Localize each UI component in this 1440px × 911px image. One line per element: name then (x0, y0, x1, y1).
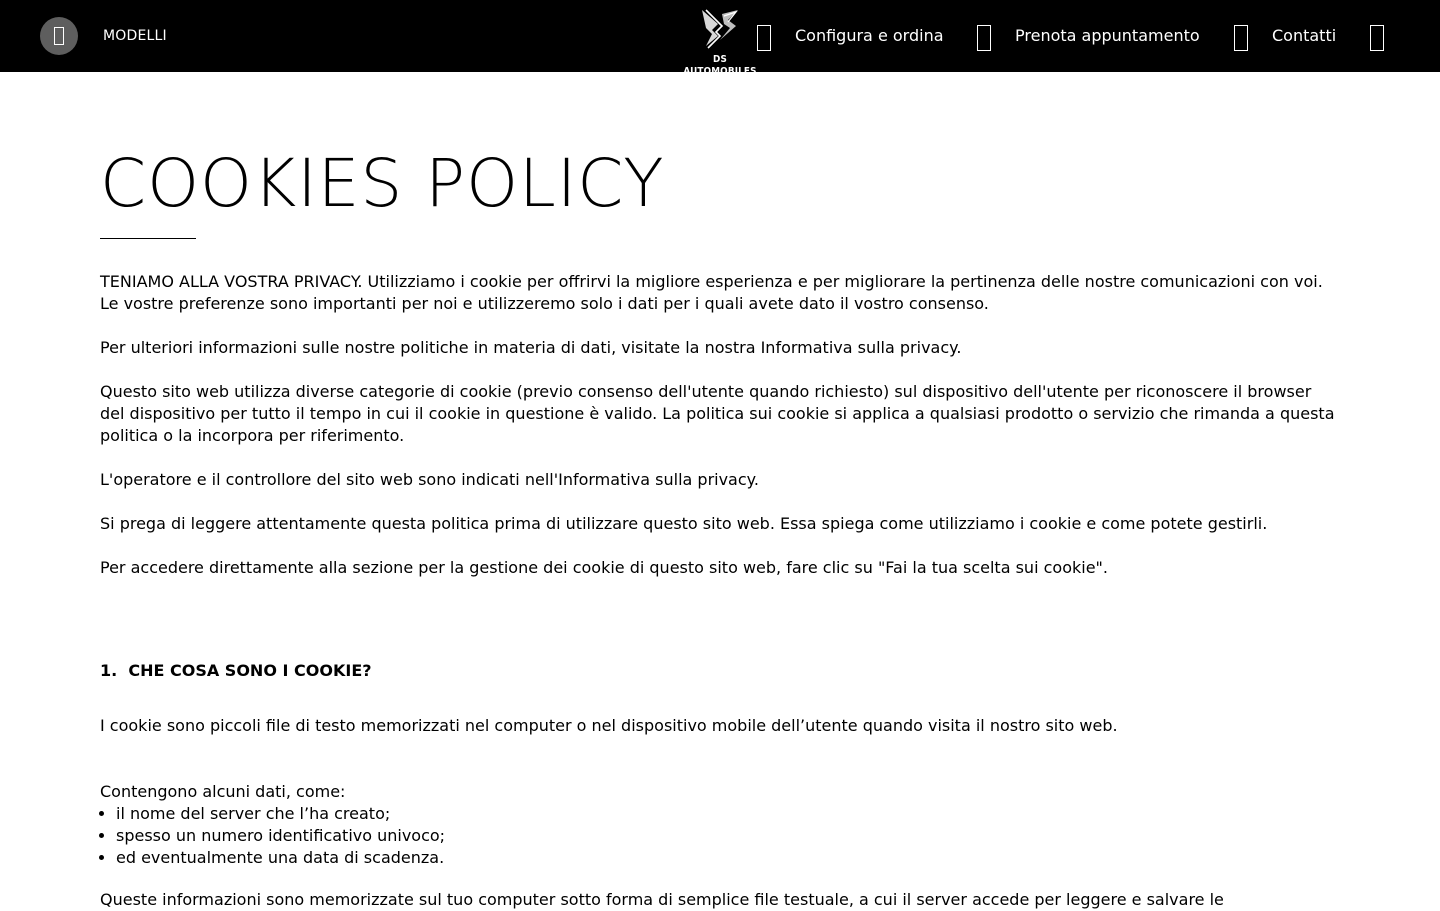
models-link[interactable]: MODELLI (103, 28, 167, 44)
ds-automobiles-logo[interactable] (672, 6, 768, 77)
nav-book-appointment[interactable]: Prenota appuntamento (1015, 26, 1200, 45)
list-item: • ed eventualmente una data di scadenza. (116, 847, 445, 869)
read-carefully-paragraph: Si prega di leggere attentamente questa politica prima di utilizzare questo sito web. Essa spiega come utilizziamo i cookie e come potete gestirli. (100, 514, 1268, 533)
cookies-storage-paragraph: Queste informazioni sono memorizzate sul tuo computer sotto forma di semplice file testuale, a cui il server accede per leggere e salvare le (100, 890, 1224, 909)
cookies-definition-paragraph: I cookie sono piccoli file di testo memorizzati nel computer o nel dispositivo mobile dell’utente quando visita il nostro sito web. (100, 716, 1118, 735)
menu-button[interactable] (40, 17, 78, 55)
page-title: COOKIES POLICY (100, 145, 665, 222)
privacy-policy-paragraph: Per ulteriori informazioni sulle nostre politiche in materia di dati, visitate la nostra Informativa sulla privacy. (100, 338, 962, 357)
cookies-data-intro: Contengono alcuni dati, come: (100, 782, 346, 801)
title-divider (100, 238, 196, 239)
logo-text: DS AUTOMOBILES (683, 54, 757, 77)
nav-configure-order[interactable]: Configura e ordina (795, 26, 944, 45)
top-navigation-bar (0, 0, 1440, 77)
contact-icon[interactable] (1234, 25, 1248, 51)
cookies-data-list (100, 803, 445, 869)
car-config-icon[interactable] (757, 25, 771, 51)
account-icon[interactable] (1370, 25, 1384, 51)
section-heading-what-are-cookies: 1. CHE COSA SONO I COOKIE? (100, 661, 372, 680)
calendar-icon[interactable] (977, 25, 991, 51)
nav-contacts[interactable]: Contatti (1272, 26, 1337, 45)
privacy-intro-paragraph: TENIAMO ALLA VOSTRA PRIVACY. Utilizziamo i cookie per offrirvi la migliore esperienza e per migliorare la pertinenza delle nostre comunicazioni con voi. Le vostre preferenze sono importanti per noi e utilizzeremo solo i dati per i quali avete dato il vostro consenso. (100, 272, 1323, 313)
menu-icon (54, 27, 64, 45)
list-item: • spesso un numero identificativo univoco; (116, 825, 445, 847)
operator-paragraph: L'operatore e il controllore del sito web sono indicati nell'Informativa sulla privacy. (100, 470, 759, 489)
cookie-categories-paragraph: Questo sito web utilizza diverse categorie di cookie (previo consenso dell'utente quando richiesto) sul dispositivo dell'utente per riconoscere il browser del dispositivo per tutto il tempo in cui il cookie in questione è valido. La politica sui cookie si applica a qualsiasi prodotto o servizio che rimanda a questa politica o la incorpora per riferimento. (100, 382, 1335, 445)
list-item: • il nome del server che l’ha creato; (116, 803, 445, 825)
cookie-choice-paragraph: Per accedere direttamente alla sezione per la gestione dei cookie di questo sito web, fare clic su "Fai la tua scelta sui cookie". (100, 558, 1108, 577)
ds-logo-mark (672, 6, 768, 54)
